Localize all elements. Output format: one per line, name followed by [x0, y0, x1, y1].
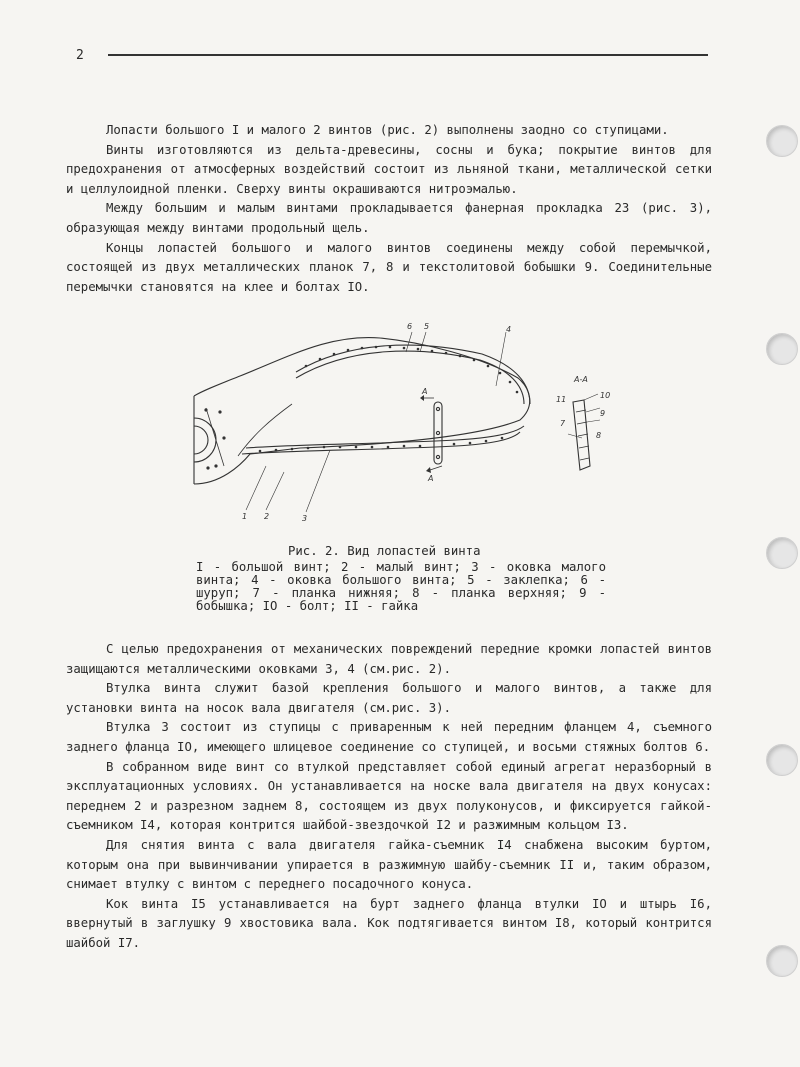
caption-body: I - большой винт; 2 - малый винт; 3 - оковка малого винта; 4 - оковка большого винта; 5 - заклепка; 6 - шуруп; 7 - планка нижняя; 8 - планка верхняя; 9 - бобышка; IO - болт; II - гайка	[196, 560, 606, 613]
label-4: 4	[506, 325, 512, 334]
caption-title: Рис. 2. Вид лопастей винта	[288, 544, 481, 558]
label-1: 1	[242, 512, 248, 521]
paragraph: Втулка винта служит базой крепления большого и малого винтов, а также для установки винта на носок вала двигателя (см.рис. 3).	[66, 681, 712, 715]
paragraph: Лопасти большого I и малого 2 винтов (рис. 2) выполнены заодно со ступицами.	[106, 123, 669, 137]
label-6: 6	[407, 322, 413, 331]
paragraph: Винты изготовляются из дельта-древесины, сосны и бука; покрытие винтов для предохранения от атмосферных воздействий состоит из льняной ткани, металлической сетки и целлулоидной пленки. Сверху винты окрашиваются нитроэмалью.	[66, 142, 712, 196]
punch-hole	[766, 744, 798, 776]
label-7: 7	[560, 419, 566, 428]
figure-propeller-blades	[180, 316, 640, 538]
page-number: 2	[76, 48, 84, 63]
punch-hole	[766, 333, 798, 365]
punch-hole	[766, 537, 798, 569]
label-section-a-bottom: А	[428, 474, 434, 483]
paragraph: Кок винта I5 устанавливается на бурт заднего фланца втулки IO и штырь I6, ввернутый в заглушку 9 хвостовика вала. Кок подтягивается винтом I8, который контрится шайбой I7.	[66, 896, 712, 950]
text-block-bottom	[66, 640, 712, 954]
punch-hole	[766, 945, 798, 977]
label-9: 9	[600, 409, 606, 418]
paragraph: Втулка 3 состоит из ступицы с приваренным к ней передним фланцем 4, съемного заднего фланца IO, имеющего шлицевое соединение со ступицей, и восьми стяжных болтов 6.	[66, 720, 712, 754]
label-2: 2	[264, 512, 270, 521]
paragraph: Между большим и малым винтами прокладывается фанерная прокладка 23 (рис. 3), образующая между винтами продольный щель.	[66, 201, 712, 235]
propeller-blade-drawing	[180, 316, 640, 538]
label-11: 11	[556, 395, 567, 404]
header-rule	[108, 54, 708, 56]
text-block-top	[66, 121, 712, 297]
label-section-a-top: А	[422, 387, 428, 396]
paragraph: С целью предохранения от механических повреждений передние кромки лопастей винтов защищаются металлическими оковками 3, 4 (см.рис. 2).	[66, 642, 712, 676]
label-5: 5	[424, 322, 430, 331]
label-10: 10	[600, 391, 611, 400]
paragraph: Концы лопастей большого и малого винтов соединены между собой перемычкой, состоящей из двух металлических планок 7, 8 и текстолитовой бобышки 9. Соединительные перемычки становятся на клее и болтах IO.	[66, 240, 712, 294]
label-8: 8	[596, 431, 602, 440]
label-3: 3	[302, 514, 308, 523]
paragraph: В собранном виде винт со втулкой представляет собой единый агрегат неразборный в эксплуатационных условиях. Он устанавливается на носке вала двигателя на двух конусах: переднем 2 и разрезном заднем 8, состоящем из двух полуконусов, и фиксируется гайкой-съемником I4, которая контрится шайбой-звездочкой I2 и разжимным кольцом I3.	[66, 759, 712, 833]
figure-caption	[196, 545, 606, 613]
label-section-title: А-А	[574, 375, 588, 384]
paragraph: Для снятия винта с вала двигателя гайка-съемник I4 снабжена высоким буртом, которым она при вывинчивании упирается в разжимную шайбу-съемник II и, таким образом, снимает втулку с винтом с переднего посадочного конуса.	[66, 837, 712, 892]
punch-hole	[766, 125, 798, 157]
